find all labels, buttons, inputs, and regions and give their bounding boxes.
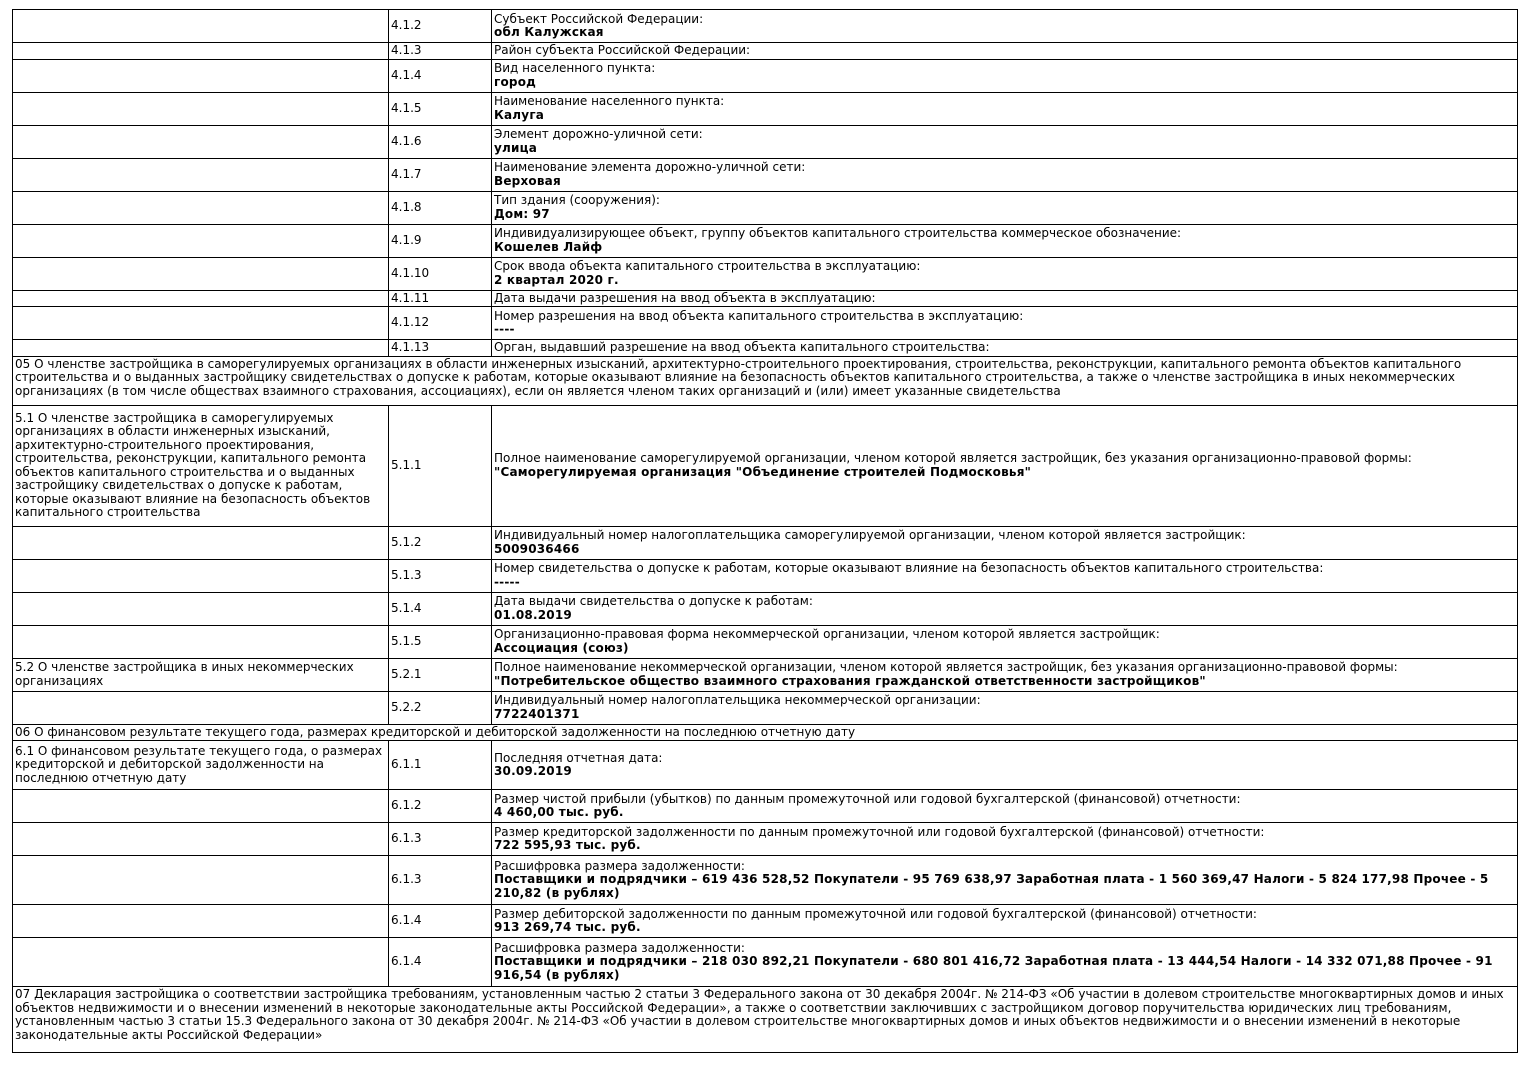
item-value: 2 квартал 2020 г. bbox=[494, 272, 619, 287]
table-row bbox=[13, 526, 1518, 559]
table-row bbox=[13, 592, 1518, 625]
table-row bbox=[13, 823, 1518, 856]
table-row bbox=[13, 191, 1518, 224]
item-content bbox=[492, 257, 1518, 290]
item-content bbox=[492, 905, 1518, 938]
declaration-table bbox=[12, 9, 1518, 1053]
table-row bbox=[13, 856, 1518, 905]
item-code: 4.1.11 bbox=[389, 290, 492, 307]
item-content bbox=[492, 938, 1518, 987]
item-value: Дом: 97 bbox=[494, 206, 550, 221]
item-label: Последняя отчетная дата: bbox=[494, 750, 663, 765]
item-label: Наименование населенного пункта: bbox=[494, 94, 725, 108]
table-row bbox=[13, 625, 1518, 658]
subsection-title bbox=[13, 905, 389, 938]
item-content bbox=[492, 340, 1518, 357]
item-value: Ассоциация (союз) bbox=[494, 640, 629, 655]
table-row bbox=[13, 290, 1518, 307]
item-label: Наименование элемента дорожно-уличной сети: bbox=[494, 160, 806, 174]
subsection-title: 6.1 О финансовом результате текущего года, о размерах кредиторской и дебиторской задолженности на последнюю отчетную дату bbox=[13, 741, 389, 790]
item-value: ---- bbox=[494, 322, 515, 336]
subsection-title bbox=[13, 224, 389, 257]
item-code: 4.1.3 bbox=[389, 43, 492, 60]
item-label: Размер дебиторской задолженности по данным промежуточной или годовой бухгалтерской (финансовой) отчетности: bbox=[494, 906, 1257, 921]
subsection-title bbox=[13, 938, 389, 987]
subsection-title bbox=[13, 823, 389, 856]
item-value: Верховая bbox=[494, 173, 561, 188]
subsection-title bbox=[13, 340, 389, 357]
item-label: Размер кредиторской задолженности по данным промежуточной или годовой бухгалтерской (финансовой) отчетности: bbox=[494, 824, 1265, 839]
item-content bbox=[492, 224, 1518, 257]
item-label: Индивидуальный номер налогоплательщика саморегулируемой организации, членом которой является застройщик: bbox=[494, 528, 1246, 542]
table-row bbox=[13, 43, 1518, 60]
item-label: Номер разрешения на ввод объекта капитального строительства в эксплуатацию: bbox=[494, 308, 1024, 323]
section-header-row bbox=[13, 356, 1518, 405]
item-code: 6.1.2 bbox=[389, 790, 492, 823]
subsection-title bbox=[13, 158, 389, 191]
item-code: 5.1.3 bbox=[389, 559, 492, 592]
table-row bbox=[13, 224, 1518, 257]
subsection-title bbox=[13, 856, 389, 905]
item-label: Дата выдачи свидетельства о допуске к работам: bbox=[494, 594, 813, 608]
item-code: 5.2.1 bbox=[389, 658, 492, 691]
item-content bbox=[492, 191, 1518, 224]
item-value: 7722401371 bbox=[494, 706, 580, 721]
subsection-title bbox=[13, 92, 389, 125]
item-value: город bbox=[494, 74, 537, 89]
item-code: 5.1.1 bbox=[389, 405, 492, 526]
item-content bbox=[492, 59, 1518, 92]
item-content bbox=[492, 592, 1518, 625]
section-header: 07 Декларация застройщика о соответствии застройщика требованиям, установленным частью 2 статьи 3 Федерального закона от 30 декабря 2004г. № 214-ФЗ «Об участии в долевом строительстве многоквартирных домов и иных объектов недвижимости и о внесении изменений в некоторые законодательные акты Российской Федерации», а также о соответствии заключивших с застройщиком договор поручительства юридических лиц требованиям, установленным частью 3 статьи 15.3 Федерального закона от 30 декабря 2004г. № 214-ФЗ «Об участии в долевом строительстве многоквартирных домов и иных объектов недвижимости и о внесении изменений в некоторые законодательные акты Российской Федерации» bbox=[13, 987, 1518, 1053]
table-row bbox=[13, 938, 1518, 987]
subsection-title bbox=[13, 691, 389, 724]
item-code: 4.1.2 bbox=[389, 10, 492, 43]
item-content bbox=[492, 92, 1518, 125]
item-content bbox=[492, 691, 1518, 724]
table-row bbox=[13, 790, 1518, 823]
subsection-title bbox=[13, 257, 389, 290]
item-label: Вид населенного пункта: bbox=[494, 61, 656, 75]
subsection-title bbox=[13, 125, 389, 158]
item-code: 4.1.8 bbox=[389, 191, 492, 224]
item-content bbox=[492, 158, 1518, 191]
item-label: Дата выдачи разрешения на ввод объекта в эксплуатацию: bbox=[494, 290, 876, 305]
subsection-title bbox=[13, 559, 389, 592]
item-label: Расшифровка размера задолженности: bbox=[494, 940, 745, 955]
item-content bbox=[492, 790, 1518, 823]
item-content bbox=[492, 290, 1518, 307]
subsection-title bbox=[13, 43, 389, 60]
item-code: 5.1.4 bbox=[389, 592, 492, 625]
item-content bbox=[492, 10, 1518, 43]
table-row bbox=[13, 158, 1518, 191]
item-code: 6.1.4 bbox=[389, 938, 492, 987]
subsection-title bbox=[13, 625, 389, 658]
section-header-row bbox=[13, 987, 1518, 1053]
item-value: 722 595,93 тыс. руб. bbox=[494, 838, 641, 852]
item-value: Поставщики и подрядчики – 619 436 528,52 Покупатели - 95 769 638,97 Заработная плата - 1 560 369,47 Налоги - 5 824 177,98 Прочее - 5 210,82 (в рублях) bbox=[494, 872, 1489, 900]
item-code: 4.1.6 bbox=[389, 125, 492, 158]
subsection-title bbox=[13, 59, 389, 92]
item-content bbox=[492, 526, 1518, 559]
item-code: 4.1.4 bbox=[389, 59, 492, 92]
item-value: 4 460,00 тыс. руб. bbox=[494, 805, 624, 819]
item-value: Калуга bbox=[494, 107, 545, 122]
item-content bbox=[492, 43, 1518, 60]
item-label: Район субъекта Российской Федерации: bbox=[494, 43, 751, 57]
item-label: Организационно-правовая форма некоммерческой организации, членом которой является застройщик: bbox=[494, 627, 1160, 641]
item-label: Индивидуализирующее объект, группу объектов капитального строительства коммерческое обозначение: bbox=[494, 226, 1182, 240]
item-label: Номер свидетельства о допуске к работам, которые оказывают влияние на безопасность объектов капитального строительства: bbox=[494, 561, 1324, 575]
section-header-row bbox=[13, 724, 1518, 741]
item-content bbox=[492, 405, 1518, 526]
item-content bbox=[492, 307, 1518, 340]
item-code: 4.1.12 bbox=[389, 307, 492, 340]
item-code: 4.1.9 bbox=[389, 224, 492, 257]
item-value: обл Калужская bbox=[494, 25, 604, 39]
item-value: Кошелев Лайф bbox=[494, 239, 603, 254]
item-value: 01.08.2019 bbox=[494, 607, 572, 622]
item-value: 5009036466 bbox=[494, 541, 580, 556]
subsection-title bbox=[13, 790, 389, 823]
item-value: улица bbox=[494, 140, 538, 155]
item-label: Орган, выдавший разрешение на ввод объекта капитального строительства: bbox=[494, 340, 990, 354]
item-code: 4.1.10 bbox=[389, 257, 492, 290]
item-value: 913 269,74 тыс. руб. bbox=[494, 920, 641, 934]
item-code: 4.1.7 bbox=[389, 158, 492, 191]
item-content bbox=[492, 658, 1518, 691]
item-content bbox=[492, 125, 1518, 158]
subsection-title bbox=[13, 191, 389, 224]
item-code: 6.1.4 bbox=[389, 905, 492, 938]
item-code: 6.1.1 bbox=[389, 741, 492, 790]
subsection-title: 5.1 О членстве застройщика в саморегулируемых организациях в области инженерных изысканий, архитектурно-строительного проектирования, строительства, реконструкции, капитального ремонта объектов капитального строительства и о выданных застройщику свидетельствах о допуске к работам, которые оказывают влияние на безопасность объектов капитального строительства bbox=[13, 405, 389, 526]
item-label: Расшифровка размера задолженности: bbox=[494, 858, 745, 873]
table-row bbox=[13, 658, 1518, 691]
item-code: 6.1.3 bbox=[389, 823, 492, 856]
subsection-title bbox=[13, 307, 389, 340]
item-label: Индивидуальный номер налогоплательщика некоммерческой организации: bbox=[494, 693, 981, 707]
item-content bbox=[492, 741, 1518, 790]
item-code: 5.2.2 bbox=[389, 691, 492, 724]
table-row bbox=[13, 92, 1518, 125]
item-code: 5.1.2 bbox=[389, 526, 492, 559]
subsection-title bbox=[13, 10, 389, 43]
item-label: Полное наименование саморегулируемой организации, членом которой является застройщик, без указания организационно-правовой формы: bbox=[494, 451, 1412, 465]
subsection-title bbox=[13, 592, 389, 625]
table-row bbox=[13, 59, 1518, 92]
subsection-title bbox=[13, 526, 389, 559]
item-content bbox=[492, 823, 1518, 856]
section-header: 06 О финансовом результате текущего года, размерах кредиторской и дебиторской задолженности на последнюю отчетную дату bbox=[13, 724, 1518, 741]
item-content bbox=[492, 856, 1518, 905]
table-row bbox=[13, 307, 1518, 340]
item-value: ----- bbox=[494, 574, 520, 589]
item-code: 6.1.3 bbox=[389, 856, 492, 905]
table-row bbox=[13, 10, 1518, 43]
subsection-title bbox=[13, 290, 389, 307]
table-row bbox=[13, 125, 1518, 158]
section-header: 05 О членстве застройщика в саморегулируемых организациях в области инженерных изысканий, архитектурно-строительного проектирования, строительства, реконструкции, капитального ремонта объектов капитального строительства и о выданных застройщику свидетельствах о допуске к работам, которые оказывают влияние на безопасность объектов капитального строительства, а также о членстве застройщика в иных некоммерческих организациях (в том числе обществах взаимного страхования, ассоциациях), если он является членом таких организаций и (или) имеет указанные свидетельства bbox=[13, 356, 1518, 405]
item-code: 4.1.13 bbox=[389, 340, 492, 357]
table-row bbox=[13, 340, 1518, 357]
item-label: Срок ввода объекта капитального строительства в эксплуатацию: bbox=[494, 259, 921, 273]
table-row bbox=[13, 405, 1518, 526]
table-row bbox=[13, 691, 1518, 724]
item-label: Полное наименование некоммерческой организации, членом которой является застройщик, без указания организационно-правовой формы: bbox=[494, 660, 1398, 674]
item-label: Тип здания (сооружения): bbox=[494, 193, 660, 207]
item-label: Субъект Российской Федерации: bbox=[494, 11, 704, 26]
item-content bbox=[492, 625, 1518, 658]
item-value: Поставщики и подрядчики – 218 030 892,21 Покупатели - 680 801 416,72 Заработная плата - 13 444,54 Налоги - 14 332 071,88 Прочее - 91 916,54 (в рублях) bbox=[494, 954, 1493, 982]
subsection-title: 5.2 О членстве застройщика в иных некоммерческих организациях bbox=[13, 658, 389, 691]
item-label: Размер чистой прибыли (убытков) по данным промежуточной или годовой бухгалтерской (финансовой) отчетности: bbox=[494, 791, 1241, 806]
table-row bbox=[13, 559, 1518, 592]
item-label: Элемент дорожно-уличной сети: bbox=[494, 127, 703, 141]
item-value: 30.09.2019 bbox=[494, 764, 572, 778]
table-row bbox=[13, 257, 1518, 290]
item-content bbox=[492, 559, 1518, 592]
item-value: "Потребительское общество взаимного страхования гражданской ответственности застройщиков" bbox=[494, 673, 1206, 688]
table-row bbox=[13, 905, 1518, 938]
declaration-table-body bbox=[13, 10, 1518, 1053]
item-code: 5.1.5 bbox=[389, 625, 492, 658]
item-code: 4.1.5 bbox=[389, 92, 492, 125]
table-row bbox=[13, 741, 1518, 790]
item-value: "Саморегулируемая организация "Объединение строителей Подмосковья" bbox=[494, 464, 1032, 479]
